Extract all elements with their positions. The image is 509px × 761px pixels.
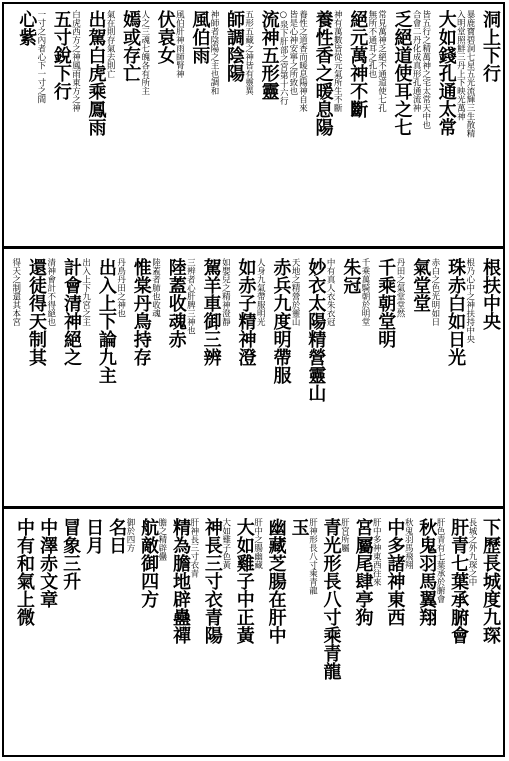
annotation-column: ○泉下肝部之宮第十六行 [278,10,289,105]
annotation-column: 肝中之腸幽藏 [252,518,263,569]
annotation-column: 無所不通耳之孔也 [366,10,377,78]
main-text-column: 洞上下行 [480,10,501,82]
annotation-column: 一寸之內者心下一寸之間 [35,10,46,104]
annotation-column: 長城之外九琛之中 [466,518,477,586]
main-text-column: 師調陰陽 [224,10,246,82]
main-text-column: 大如雞子中正黃 [233,518,255,644]
main-text-column: 名日 [106,518,128,554]
text-panel-bottom [6,512,503,755]
main-text-column: 秋鬼羽馬翼翔 [416,518,438,626]
main-text-column: 流神五形靈 [258,10,280,100]
annotation-column: 天地之精營於靈山 [290,258,301,326]
main-text-column: 幽藏芝腸在肝中 [265,518,287,644]
main-text-column: 千乘朝堂明 [375,258,397,348]
annotation-column: 人之三魂七魄各有所主 [139,10,150,95]
panel-divider [4,506,505,509]
annotation-column: 肝宮所屬 [339,518,350,552]
main-text-column: 下歷長城度九琛 [480,518,501,644]
annotation-column: 入明堂照鮮三丹上下映光萬神 [455,10,466,121]
main-text-column: 玉 [288,518,310,536]
annotation-column: 肝色青有七葉承於腑會 [435,518,446,603]
annotation-column: 常見萬神乏絕不通道使七孔 [376,10,387,112]
annotation-column: 神師者陰陽之主也調和 [209,10,220,95]
main-text-column: 珠赤白如日光 [445,258,467,366]
main-text-column: 根扶中央 [480,258,501,330]
annotation-column: 暴鹿寶碧洞七星五光流輝三生散精 [464,10,475,138]
main-text-column: 出入上下論九主 [95,258,117,384]
main-text-column: 乏絕道使耳之七 [391,10,413,136]
main-text-column: 心紫 [16,10,38,46]
annotation-column: 丹鳥丹田之神也 [115,258,126,318]
annotation-column: 丹田之氣堂堂然 [394,258,405,318]
main-text-column: 神長三寸衣青陽 [201,518,223,644]
main-text-column: 肝青七葉承腑會 [448,518,470,644]
annotation-column: 氣在則存氣去則亡 [105,10,116,78]
annotation-column: 肝神形長八寸乘青龍 [307,518,318,595]
main-text-column: 氣堂堂 [410,258,432,312]
main-text-column: 五寸銳下行 [50,10,72,100]
main-text-column: 計會清神絕之 [60,258,82,366]
annotation-column: 養性之道香而暖息陽神自來 [297,10,308,112]
main-text-column: 絕元萬神不斷 [347,10,369,118]
text-panel-top [6,4,503,244]
main-text-column: 冒象三升 [60,518,82,590]
annotation-column: 三辨者心肝脾三神也 [185,258,196,335]
annotation-column: 中有真人衣朱衣冠 [325,258,336,326]
main-text-column: 中澤赤文章 [37,518,59,608]
main-text-column: 妙衣太陽精營靈山 [305,258,327,402]
annotation-column: 大如雞子色黃 [220,518,231,569]
main-text-column: 中多諸神東西 [384,518,406,626]
annotation-column: 人身九氣帶服明光 [255,258,266,326]
main-text-column: 惟棠丹鳥持存 [130,258,152,366]
text-panel-middle [6,252,503,504]
annotation-column: 皆是心神安寧之所致也 [287,10,298,95]
annotation-column: 赤白之色光明如日 [429,258,440,326]
main-text-column: 嫣或存亡 [120,10,142,82]
annotation-column: 五形五藏之神皆有靈異 [243,10,254,95]
main-text-column: 大如錢孔通太常 [435,10,457,136]
main-text-column: 宮屬尾肆亭狗 [352,518,374,626]
annotation-column: 秋鬼羽馬飛翔 [403,518,414,569]
annotation-column: 膽之精辟蠱 [156,518,167,561]
annotation-column: 如嬰兒之精神澄靜 [220,258,231,326]
main-text-column: 駕羊車御三辨 [200,258,222,366]
main-text-column: 如赤子精神澄 [235,258,257,366]
panel-divider [4,246,505,249]
annotation-column: 風伯肝神雨師腎神 [174,10,185,78]
annotation-column: 神有萬數皆從元氣所生不斷 [332,10,343,112]
main-text-column: 陸蓋收魂赤 [165,258,187,348]
main-text-column: 出駕白虎乘鳳雨 [85,10,107,136]
annotation-column: 合會二丹化成真形孔通流神 [411,10,422,112]
annotation-column: 得天之制還其本宮 [10,258,21,326]
annotation-column: 肝神長三寸衣青 [188,518,199,578]
main-text-column: 伏袁女 [154,10,176,64]
main-text-column: 青光形長八寸乘青龍 [320,518,342,680]
annotation-column: 陸蓋者肺也收魂 [150,258,161,318]
annotation-column: 皆五行之精萬神之宅太常天中也 [420,10,431,129]
annotation-column: 肝中多神東西往來 [371,518,382,586]
main-text-column: 風伯雨 [189,10,211,64]
annotation-column: 出入上下九宮之主 [80,258,91,326]
main-text-column: 朱冠 [340,258,362,294]
annotation-column: 千乘萬騎朝於明堂 [360,258,371,326]
main-text-column: 還徒得天制其 [26,258,48,366]
main-text-column: 航敵御四方 [138,518,160,608]
main-text-column: 養性香之暖息陽 [312,10,334,136]
main-text-column: 精為膽地辟蠱禪 [169,518,191,644]
annotation-column: 御於四方 [125,518,136,552]
annotation-column: 根乃心中之神扶持中央 [464,258,475,343]
annotation-column: 白虎西方之神鳳雨東方之神 [70,10,81,112]
main-text-column: 日月 [83,518,105,554]
main-text-column: 中有和氣上微 [14,518,36,626]
annotation-column: 清神會計不得絕也 [45,258,56,326]
main-text-column: 赤兵九度明帶服 [270,258,292,384]
